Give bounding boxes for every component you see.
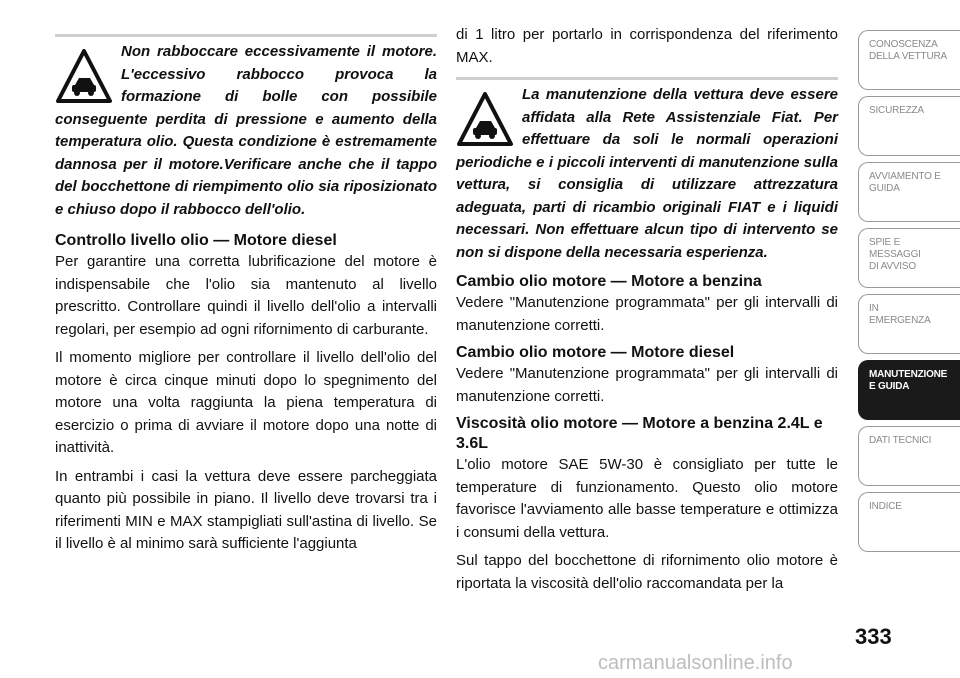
heading-oil-change-petrol: Cambio olio motore — Motore a benzina (456, 273, 762, 290)
warning-text-overfill: Non rabboccare eccessivamente il motore. L'eccessivo rabbocco provoca la formazione di bolle con possibile conseguente perdita di pressione e aumento della temperatura olio. Questa condizione è estremamente dannosa per il motore.Verificare anche che il tappo del bocchettone di riempimento olio sia riposizionato e chiuso dopo il rabbocco dell'olio. (55, 43, 437, 218)
car-warning-triangle-icon (456, 90, 514, 148)
chapter-tabs-sidebar (858, 30, 960, 558)
warning-rule (55, 34, 437, 37)
right-column (456, 24, 838, 601)
tab-dati-tecnici[interactable]: DATI TECNICI (858, 426, 960, 486)
tab-manutenzione-guida[interactable]: MANUTENZIONE E GUIDA (858, 360, 960, 420)
left-column (55, 0, 437, 562)
paragraph-oil-level-min-max: In entrambi i casi la vettura deve essere parcheggiata quanto più possibile in piano. Il livello deve trovarsi tra i riferimenti MIN e MAX stampigliati sull'astina di livello. Se il livello è al minimo sarà sufficiente l'aggiunta (55, 467, 437, 552)
heading-oil-change-diesel: Cambio olio motore — Motore diesel (456, 344, 735, 361)
tab-spie-messaggi[interactable]: SPIE E MESSAGGI DI AVVISO (858, 228, 960, 288)
paragraph-oil-change-petrol: Vedere "Manutenzione programmata" per gli intervalli di manutenzione corretti. (456, 294, 838, 334)
paragraph-oil-viscosity: L'olio motore SAE 5W-30 è consigliato per tutte le temperature di funzionamento. Questo olio motore favorisce l'avviamento alle basse temperature e ottimizza i consumi della vettura. (456, 456, 838, 541)
warning-rule (456, 77, 838, 80)
warning-text-maintenance: La manutenzione della vettura deve essere affidata alla Rete Assistenziale Fiat. Per effettuare da soli le normali operazioni periodiche e i piccoli interventi di manutenzione sulla vettura, si consiglia di utilizzare attrezzatura adeguata, parti di ricambio originali FIAT e i liquidi necessari. Non effettuare alcun tipo di intervento se non si dispone della necessaria esperienza. (456, 86, 838, 261)
paragraph-oil-level-intro: Per garantire una corretta lubrificazione del motore è indispensabile che l'olio sia mantenuto al livello prescritto. Controllare quindi il livello dell'olio a intervalli regolari, per esempio ad ogni rifornimento di carburante. (55, 253, 437, 338)
warning-box-overfill (55, 34, 437, 221)
tab-conoscenza-vettura[interactable]: CONOSCENZA DELLA VETTURA (858, 30, 960, 90)
paragraph-oil-change-diesel: Vedere "Manutenzione programmata" per gli intervalli di manutenzione corretti. (456, 365, 838, 405)
page-number: 333 (855, 624, 892, 649)
tab-indice[interactable]: INDICE (858, 492, 960, 552)
paragraph-oil-check-timing: Il momento migliore per controllare il livello dell'olio del motore è circa cinque minuti dopo lo spegnimento del motore una volta raggiunta la piena temperatura di esercizio o prima di avviare il motore dopo una notte di inattività. (55, 349, 437, 456)
heading-oil-level-diesel: Controllo livello olio — Motore diesel (55, 232, 337, 249)
tab-in-emergenza[interactable]: IN EMERGENZA (858, 294, 960, 354)
tab-sicurezza[interactable]: SICUREZZA (858, 96, 960, 156)
car-warning-triangle-icon (55, 47, 113, 105)
heading-oil-viscosity: Viscosità olio motore — Motore a benzina 2.4L e 3.6L (456, 415, 823, 452)
paragraph-oil-cap-viscosity: Sul tappo del bocchettone di rifornimento olio motore è riportata la viscosità dell'olio raccomandata per la (456, 552, 838, 592)
watermark-text: carmanualsonline.info (598, 652, 793, 674)
tab-avviamento-guida[interactable]: AVVIAMENTO E GUIDA (858, 162, 960, 222)
paragraph-continuation: di 1 litro per portarlo in corrispondenza del riferimento MAX. (456, 26, 838, 66)
warning-box-maintenance (456, 77, 838, 264)
